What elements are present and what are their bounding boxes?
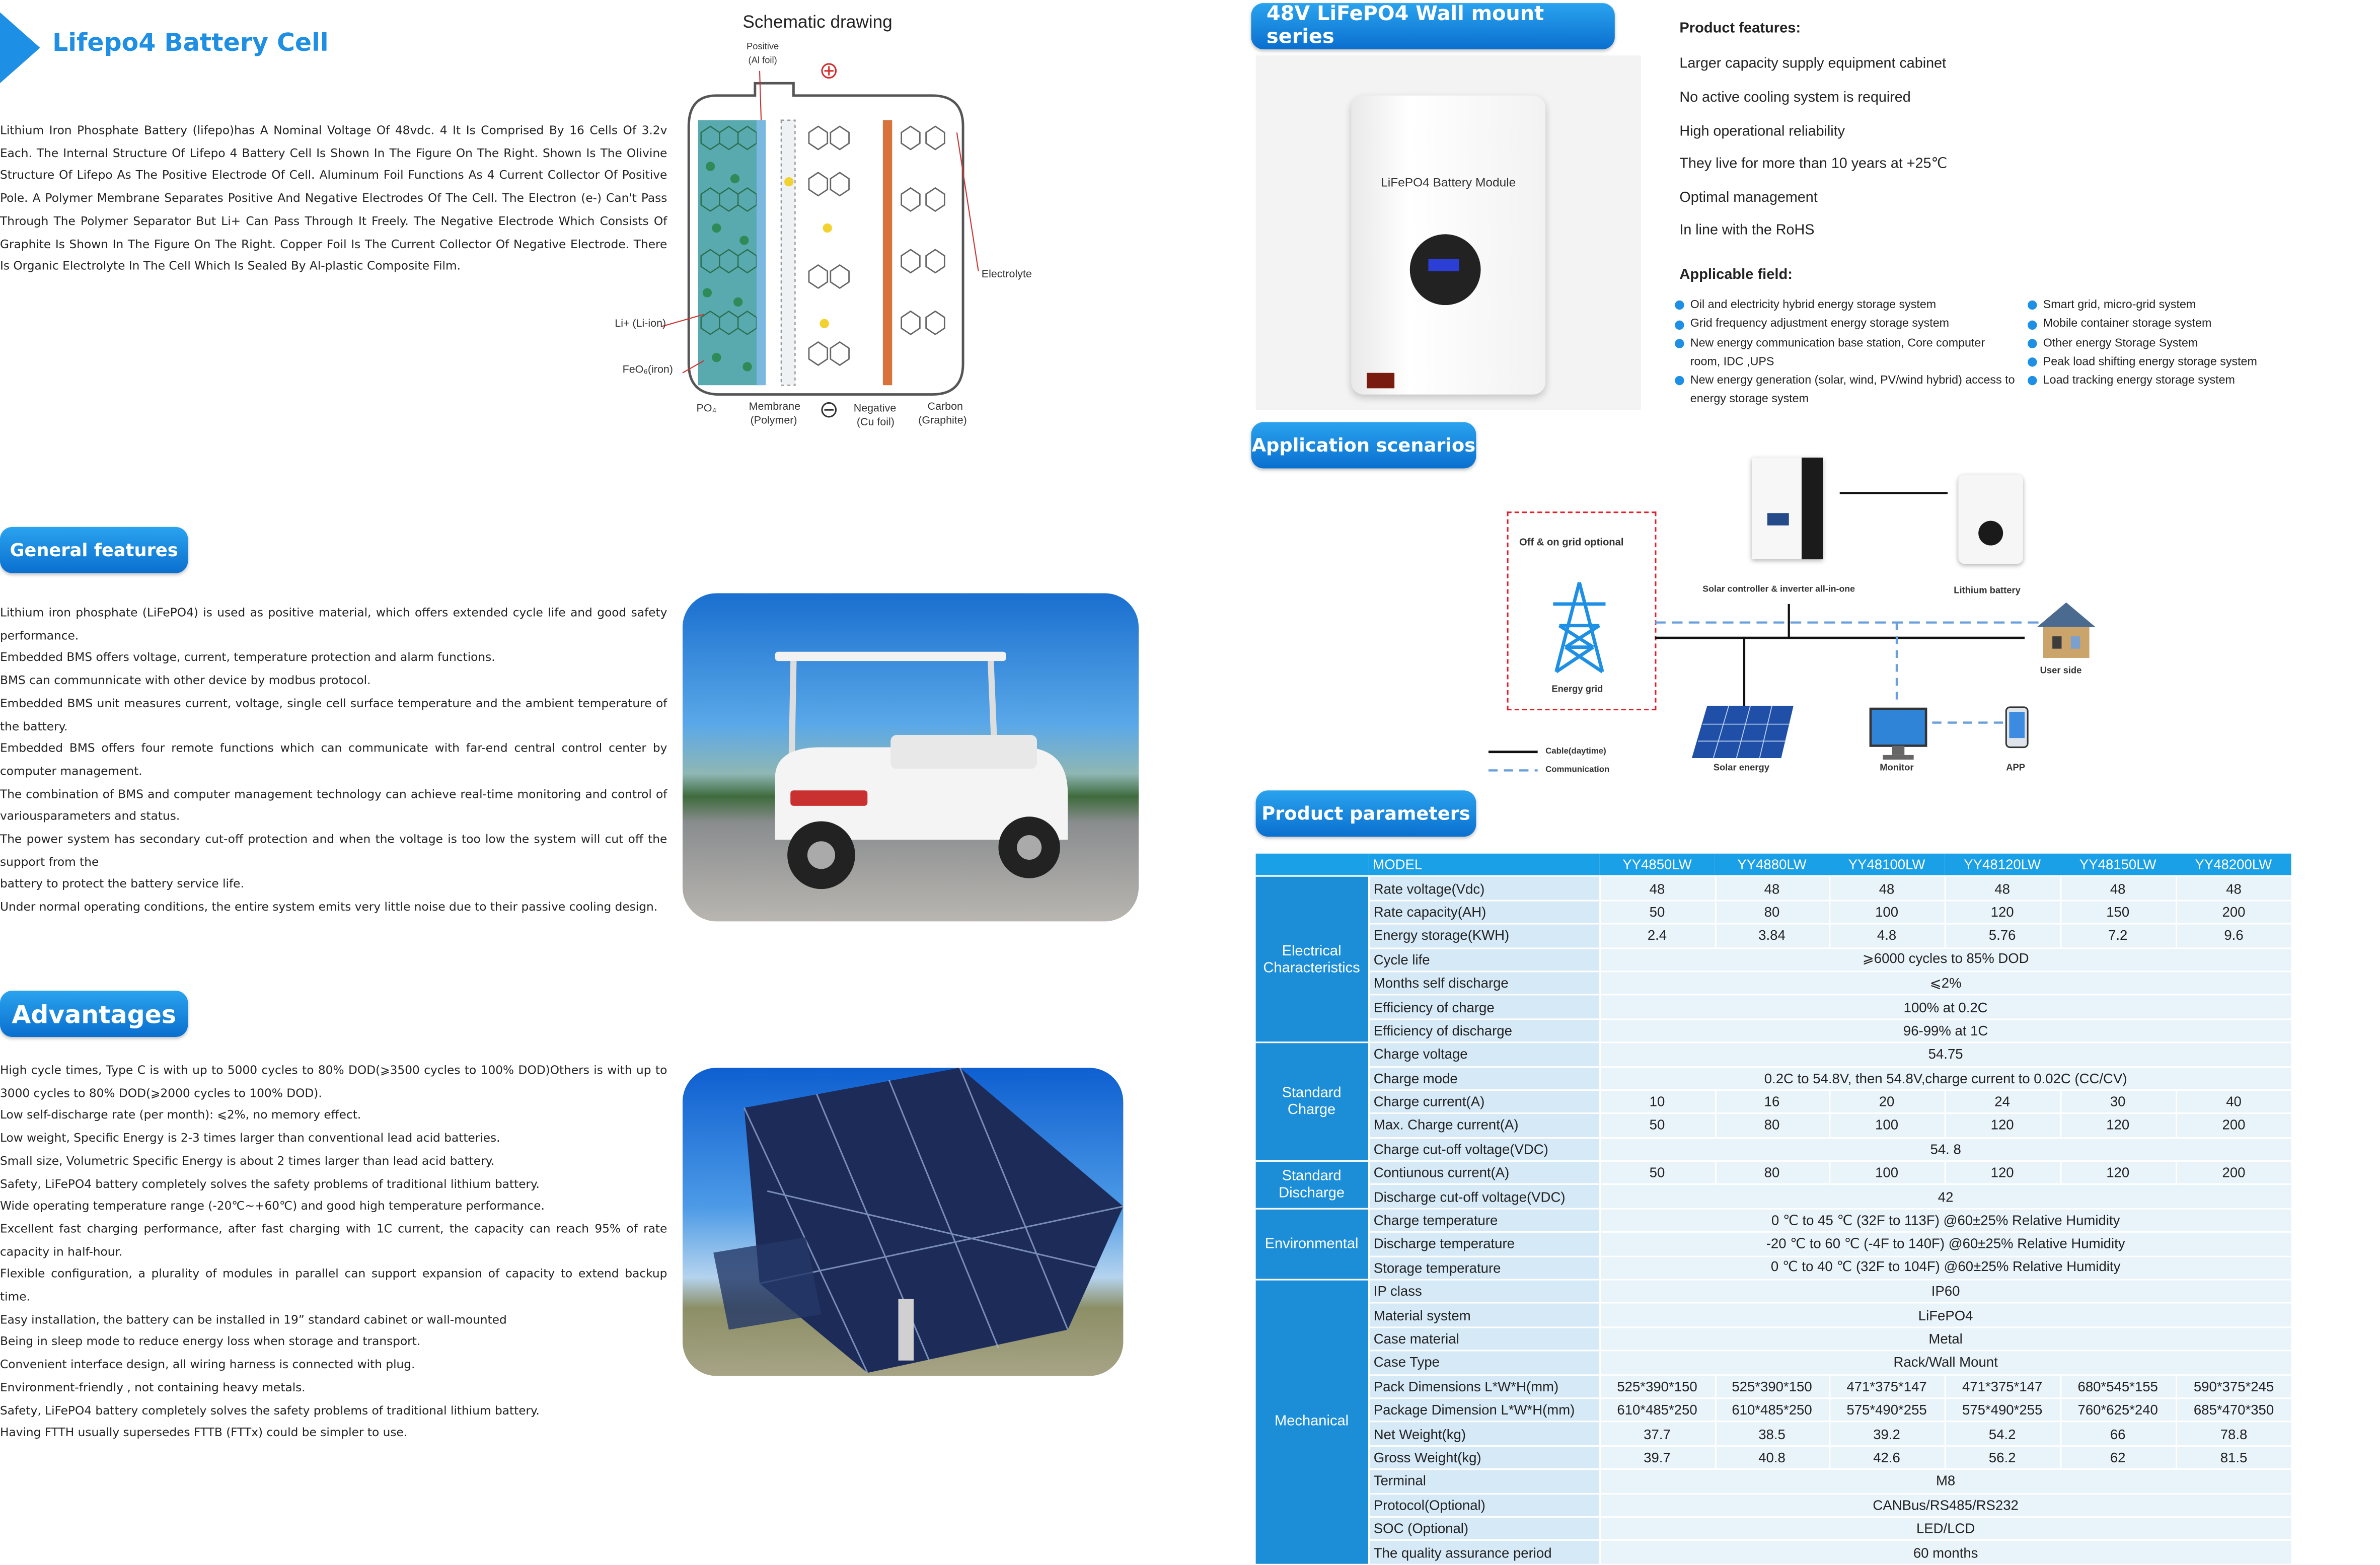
table-row — [1256, 1422, 2291, 1446]
row-label: Charge temperature — [1368, 1209, 1599, 1232]
table-row — [1256, 972, 2291, 995]
cell-description: Lithium Iron Phosphate Battery (lifepo)has A Nominal Voltage Of 48vdc. 4 It Is Comprised By 16 Cells Of 3.2v Each. The Internal Structure Of Lifepo 4 Battery Cell Is Shown In The Figure On The Right. Shown Is The Olivine Structure Of Lifepo As The Positive Electrode Of Cell. Aluminum Foil Functions As 4 Current Collector Of Positive Pole. A Polymer Membrane Separates Positive And Negative Electrodes Of The Cell. The Electron (e-) Can't Pass Through The Polymer Separator But Li+ Can Pass Through It Freely. The Negative Electrode Which Consists Of Graphite Is Shown In The Figure On The Right. Copper Foil Is The Current Collector Of Negative Electrode. There Is Organic Electrolyte In The Cell Which Is Sealed By Al-plastic Composite Film. — [0, 123, 667, 273]
feo-label: FeO₆(iron) — [622, 365, 673, 376]
row-value: 54.2 — [1945, 1422, 2060, 1446]
general-line: Under normal operating conditions, the entire system emits very little noise due to their passive cooling design. — [0, 900, 658, 914]
row-value: 48 — [1829, 876, 1945, 900]
row-value: LED/LCD — [1599, 1517, 2291, 1540]
applicable-item: Oil and electricity hybrid energy storage system — [1675, 296, 2017, 315]
row-value: 16 — [1715, 1090, 1829, 1113]
applicable-field-title: Applicable field: — [1679, 266, 1793, 284]
golf-cart-photo — [683, 593, 1139, 921]
applicable-list-left — [1675, 296, 2017, 410]
product-feature: No active cooling system is required — [1679, 88, 1911, 105]
row-value: 590*375*245 — [2176, 1375, 2291, 1398]
row-label: Energy storage(KWH) — [1368, 924, 1599, 948]
row-value: 24 — [1945, 1090, 2060, 1113]
row-value: 2.4 — [1599, 924, 1715, 948]
row-value: 0 ℃ to 40 ℃ (32F to 104F) @60±25% Relative Humidity — [1599, 1256, 2291, 1280]
row-value: 78.8 — [2176, 1422, 2291, 1446]
row-value: 40 — [2176, 1090, 2291, 1113]
table-row — [1256, 1517, 2291, 1540]
app-label: APP — [2006, 764, 2026, 774]
row-value: 760*625*240 — [2060, 1398, 2176, 1422]
row-value: 20 — [1829, 1090, 1945, 1113]
table-row — [1256, 1161, 2291, 1185]
row-value: 471*375*147 — [1945, 1375, 2060, 1398]
group-environmental: Environmental — [1256, 1209, 1368, 1280]
section-arrow-marker — [0, 12, 40, 83]
group-electrical: Electrical Characteristics — [1256, 876, 1368, 1042]
row-value: 120 — [1945, 900, 2060, 924]
group-mechanical: Mechanical — [1256, 1280, 1368, 1564]
advantage-line: Wide operating temperature range (-20℃~+60℃) and good high temperature performance. — [0, 1199, 545, 1213]
po4-label: PO₄ — [696, 403, 717, 415]
product-feature: In line with the RoHS — [1679, 220, 1815, 238]
advantage-line: Small size, Volumetric Specific Energy is about 2 times larger than lead acid battery. — [0, 1154, 495, 1168]
row-value: 200 — [2176, 1161, 2291, 1185]
advantages-header: Advantages — [0, 991, 188, 1037]
monitor-label: Monitor — [1880, 764, 1914, 774]
row-value: 525*390*150 — [1599, 1375, 1715, 1398]
li-ion-label: Li+ (Li-ion) — [615, 319, 666, 330]
row-value: Metal — [1599, 1327, 2291, 1351]
applicable-item: New energy generation (solar, wind, PV/wind hybrid) access to energy storage system — [1675, 371, 2017, 409]
table-row — [1256, 1185, 2291, 1209]
row-label: Cycle life — [1368, 948, 1599, 972]
row-value: 50 — [1599, 900, 1715, 924]
row-value: 471*375*147 — [1829, 1375, 1945, 1398]
advantage-line: Low self-discharge rate (per month): ⩽2%, no memory effect. — [0, 1108, 361, 1123]
row-value: 680*545*155 — [2060, 1375, 2176, 1398]
monitor-icon — [1868, 706, 1929, 761]
golf-cart-illustration — [683, 593, 1139, 921]
applicable-item: Load tracking energy storage system — [2028, 371, 2297, 391]
general-features-header: General features — [0, 527, 188, 573]
model-col: YY4850LW — [1599, 854, 1715, 877]
row-value: 685*470*350 — [2176, 1398, 2291, 1422]
table-row — [1256, 924, 2291, 948]
row-value: CANBus/RS485/RS232 — [1599, 1493, 2291, 1517]
row-label: Charge cut-off voltage(VDC) — [1368, 1138, 1599, 1161]
membrane-label: Membrane — [749, 402, 801, 413]
legend-comm-label: Communication — [1545, 766, 1610, 775]
general-line: The power system has secondary cut-off protection and when the voltage is too low the system will cut off the support from the — [0, 832, 667, 869]
row-value: 38.5 — [1715, 1422, 1829, 1446]
row-value: 3.84 — [1715, 924, 1829, 948]
row-value: 30 — [2060, 1090, 2176, 1113]
row-value: 48 — [1945, 876, 2060, 900]
battery-terminal — [1367, 373, 1394, 389]
positive-label: Positive — [746, 43, 779, 53]
row-label: Max. Charge current(A) — [1368, 1113, 1599, 1137]
power-tower-icon — [1544, 579, 1615, 675]
electrolyte-label: Electrolyte — [981, 269, 1032, 281]
row-label: Discharge cut-off voltage(VDC) — [1368, 1185, 1599, 1209]
general-line: battery to protect the battery service life. — [0, 877, 244, 891]
row-label: Package Dimension L*W*H(mm) — [1368, 1398, 1599, 1422]
row-value: 56.2 — [1945, 1446, 2060, 1469]
table-row — [1256, 1351, 2291, 1375]
row-label: Net Weight(kg) — [1368, 1422, 1599, 1446]
applicable-item: Peak load shifting energy storage system — [2028, 353, 2297, 372]
row-value: 54. 8 — [1599, 1138, 2291, 1161]
row-value: 200 — [2176, 900, 2291, 924]
battery-cell-schematic — [609, 40, 1071, 441]
row-value: 80 — [1715, 900, 1829, 924]
table-row — [1256, 1232, 2291, 1256]
row-value: ⩽2% — [1599, 972, 2291, 995]
row-label: Efficiency of discharge — [1368, 1019, 1599, 1042]
user-side-label: User side — [2040, 667, 2082, 677]
table-corner-cell — [1256, 854, 1368, 877]
row-value: 525*390*150 — [1715, 1375, 1829, 1398]
applicable-list-right — [2028, 296, 2297, 391]
row-label: Protocol(Optional) — [1368, 1493, 1599, 1517]
polymer-label: (Polymer) — [750, 416, 797, 427]
product-features-title: Product features: — [1679, 20, 1801, 37]
advantage-line: Safety, LiFePO4 battery completely solves the safety problems of traditional lithium battery. — [0, 1176, 540, 1190]
table-row — [1256, 1209, 2291, 1232]
advantage-line: High cycle times, Type C is with up to 5000 cycles to 80% DOD(⩾3500 cycles to 100% DOD)Others is with up to 3000 cycles to 80% DOD(⩾2000 cycles to 100% DOD). — [0, 1063, 667, 1100]
solar-panel-icon — [1692, 706, 1797, 761]
row-value: M8 — [1599, 1469, 2291, 1493]
row-value: 100% at 0.2C — [1599, 995, 2291, 1019]
row-label: Case Type — [1368, 1351, 1599, 1375]
application-scenarios-header: Application scenarios — [1251, 422, 1476, 469]
table-row — [1256, 1042, 2291, 1066]
row-label: Charge mode — [1368, 1066, 1599, 1090]
row-value: Rack/Wall Mount — [1599, 1351, 2291, 1375]
row-value: 50 — [1599, 1161, 1715, 1185]
group-discharge: Standard Discharge — [1256, 1161, 1368, 1209]
battery-lcd-screen — [1428, 259, 1459, 271]
wall-mount-header: 48V LiFePO4 Wall mount series — [1251, 3, 1614, 49]
row-value: 40.8 — [1715, 1446, 1829, 1469]
row-value: 39.7 — [1599, 1446, 1715, 1469]
row-value: 81.5 — [2176, 1446, 2291, 1469]
advantage-line: Being in sleep mode to reduce energy loss when storage and transport. — [0, 1335, 421, 1349]
table-row — [1256, 995, 2291, 1019]
row-value: 50 — [1599, 1113, 1715, 1137]
general-line: Embedded BMS unit measures current, voltage, single cell surface temperature and the ambient temperature of the battery. — [0, 696, 667, 733]
table-row — [1256, 1469, 2291, 1493]
solar-energy-label: Solar energy — [1713, 764, 1770, 774]
model-col: YY48100LW — [1829, 854, 1945, 877]
negative-label: Negative — [853, 403, 897, 415]
row-value: 120 — [1945, 1161, 2060, 1185]
table-row — [1256, 1327, 2291, 1351]
row-label: Contiunous current(A) — [1368, 1161, 1599, 1185]
advantage-line: Environment-friendly , not containing heavy metals. — [0, 1380, 306, 1394]
applicable-item: Other energy Storage System — [2028, 334, 2297, 353]
general-line: The combination of BMS and computer management technology can achieve real-time monitoring and control of variousparameters and status. — [0, 786, 667, 824]
advantage-line: Easy installation, the battery can be installed in 19” standard cabinet or wall-mounted — [0, 1312, 507, 1326]
row-label: Gross Weight(kg) — [1368, 1446, 1599, 1469]
row-value: 7.2 — [2060, 924, 2176, 948]
row-label: Rate voltage(Vdc) — [1368, 876, 1599, 900]
legend-lines — [1489, 748, 1538, 775]
row-value: 0.2C to 54.8V, then 54.8V,charge current to 0.02C (CC/CV) — [1599, 1066, 2291, 1090]
general-line: Embedded BMS offers voltage, current, temperature protection and alarm functions. — [0, 650, 495, 665]
row-label: SOC (Optional) — [1368, 1517, 1599, 1540]
table-row — [1256, 1256, 2291, 1280]
table-row — [1256, 1446, 2291, 1469]
advantage-line: Safety, LiFePO4 battery completely solves the safety problems of traditional lithium battery. — [0, 1403, 540, 1417]
model-col: YY48150LW — [2060, 854, 2176, 877]
table-row — [1256, 900, 2291, 924]
row-value: 575*490*255 — [1945, 1398, 2060, 1422]
row-value: 575*490*255 — [1829, 1398, 1945, 1422]
row-label: Charge voltage — [1368, 1042, 1599, 1066]
general-features-text — [0, 603, 667, 920]
advantage-line: Excellent fast charging performance, after fast charging with 1C current, the capacity can reach 95% of rate capacity in half-hour. — [0, 1222, 667, 1258]
product-feature: Larger capacity supply equipment cabinet — [1679, 54, 1947, 71]
advantages-text — [0, 1060, 667, 1445]
advantage-line: Flexible configuration, a plurality of modules in parallel can support expansion of capacity to extend backup time. — [0, 1267, 667, 1304]
table-row — [1256, 1375, 2291, 1398]
row-value: 0 ℃ to 45 ℃ (32F to 113F) @60±25% Relative Humidity — [1599, 1209, 2291, 1232]
table-row — [1256, 876, 2291, 900]
legend-cable-label: Cable(daytime) — [1545, 747, 1606, 757]
row-value: 610*485*250 — [1599, 1398, 1715, 1422]
general-line: Embedded BMS offers four remote functions which can communicate with far-end central control center by computer management. — [0, 741, 667, 778]
battery-module-label: LiFePO4 Battery Module — [1381, 175, 1516, 190]
row-label: The quality assurance period — [1368, 1540, 1599, 1564]
model-header: MODEL — [1368, 854, 1599, 877]
table-row — [1256, 1090, 2291, 1113]
row-value: 5.76 — [1945, 924, 2060, 948]
monitor-app-link — [1932, 718, 2003, 727]
row-label: Case material — [1368, 1327, 1599, 1351]
row-value: 120 — [2060, 1161, 2176, 1185]
row-value: 39.2 — [1829, 1422, 1945, 1446]
solar-panel-photo — [683, 1068, 1123, 1376]
row-value: 610*485*250 — [1715, 1398, 1829, 1422]
row-value: 48 — [1715, 876, 1829, 900]
cell-section-title: Lifepo4 Battery Cell — [52, 28, 329, 57]
table-row — [1256, 1113, 2291, 1137]
row-value: 80 — [1715, 1113, 1829, 1137]
model-col: YY4880LW — [1715, 854, 1829, 877]
graphite-label: (Graphite) — [918, 416, 967, 427]
row-value: 42.6 — [1829, 1446, 1945, 1469]
row-value: 120 — [1945, 1113, 2060, 1137]
row-value: 42 — [1599, 1185, 2291, 1209]
advantage-line: Convenient interface design, all wiring harness is connected with plug. — [0, 1358, 415, 1372]
group-charge: Standard Charge — [1256, 1042, 1368, 1161]
row-value: 120 — [2060, 1113, 2176, 1137]
solar-array-illustration — [683, 1068, 1123, 1376]
applicable-item: New energy communication base station, Core computer room, IDC ,UPS — [1675, 334, 2017, 371]
row-value: 66 — [2060, 1422, 2176, 1446]
row-value: 100 — [1829, 900, 1945, 924]
table-row — [1256, 1138, 2291, 1161]
row-value: 60 months — [1599, 1540, 2291, 1564]
general-line: Lithium iron phosphate (LiFePO4) is used as positive material, which offers extended cycle life and good safety performance. — [0, 605, 667, 642]
lithium-battery-label: Lithium battery — [1954, 587, 2021, 597]
applicable-item: Mobile container storage system — [2028, 315, 2297, 334]
row-value: 96-99% at 1C — [1599, 1019, 2291, 1042]
row-value: 10 — [1599, 1090, 1715, 1113]
al-foil-label: (Al foil) — [748, 57, 777, 66]
row-label: Efficiency of charge — [1368, 995, 1599, 1019]
row-label: Material system — [1368, 1303, 1599, 1327]
house-icon — [2031, 593, 2102, 664]
phone-icon — [2004, 706, 2029, 749]
row-value: 48 — [2060, 876, 2176, 900]
row-value: 62 — [2060, 1446, 2176, 1469]
battery-module — [1351, 96, 1545, 395]
applicable-item: Grid frequency adjustment energy storage system — [1675, 315, 2017, 334]
row-value: 200 — [2176, 1113, 2291, 1137]
table-row — [1256, 1066, 2291, 1090]
table-row — [1256, 1019, 2291, 1042]
battery-display-ring — [1410, 234, 1481, 305]
table-row — [1256, 1398, 2291, 1422]
model-col: YY48200LW — [2176, 854, 2291, 877]
row-value: 80 — [1715, 1161, 1829, 1185]
connection-diagram — [1640, 462, 2087, 739]
table-row — [1256, 1303, 2291, 1327]
row-label: Pack Dimensions L*W*H(mm) — [1368, 1375, 1599, 1398]
row-value: IP60 — [1599, 1280, 2291, 1303]
carbon-label: Carbon — [927, 402, 963, 413]
row-value: -20 ℃ to 60 ℃ (-4F to 140F) @60±25% Relative Humidity — [1599, 1232, 2291, 1256]
row-value: 100 — [1829, 1113, 1945, 1137]
row-label: Discharge temperature — [1368, 1232, 1599, 1256]
solar-controller-label: Solar controller & inverter all-in-one — [1702, 585, 1855, 595]
row-value: 100 — [1829, 1161, 1945, 1185]
row-label: IP class — [1368, 1280, 1599, 1303]
general-line: BMS can communnicate with other device by modbus protocol. — [0, 673, 371, 688]
row-value: 150 — [2060, 900, 2176, 924]
model-col: YY48120LW — [1945, 854, 2060, 877]
table-row — [1256, 1280, 2291, 1303]
row-label: Months self discharge — [1368, 972, 1599, 995]
applicable-item: Smart grid, micro-grid system — [2028, 296, 2297, 315]
table-header-row — [1256, 854, 2291, 877]
row-label: Terminal — [1368, 1469, 1599, 1493]
row-value: 37.7 — [1599, 1422, 1715, 1446]
row-label: Storage temperature — [1368, 1256, 1599, 1280]
advantage-line: Low weight, Specific Energy is 2-3 times larger than conventional lead acid batteries. — [0, 1131, 500, 1145]
product-feature: They live for more than 10 years at +25℃ — [1679, 154, 1948, 171]
row-value: ⩾6000 cycles to 85% DOD — [1599, 948, 2291, 972]
product-parameters-header: Product parameters — [1256, 790, 1476, 837]
row-value: 4.8 — [1829, 924, 1945, 948]
row-label: Charge current(A) — [1368, 1090, 1599, 1113]
table-row — [1256, 1540, 2291, 1564]
schematic-title: Schematic drawing — [742, 14, 893, 33]
row-value: 9.6 — [2176, 924, 2291, 948]
row-value: 48 — [1599, 876, 1715, 900]
product-feature: Optimal management — [1679, 188, 1818, 205]
table-row — [1256, 1493, 2291, 1517]
parameter-table — [1256, 854, 2291, 1565]
row-label: Rate capacity(AH) — [1368, 900, 1599, 924]
row-value: LiFePO4 — [1599, 1303, 2291, 1327]
cu-foil-label: (Cu foil) — [856, 417, 895, 428]
row-value: 54.75 — [1599, 1042, 2291, 1066]
table-row — [1256, 948, 2291, 972]
advantage-line: Having FTTH usually supersedes FTTB (FTTx) could be simpler to use. — [0, 1426, 408, 1440]
off-on-grid-label: Off & on grid optional — [1519, 538, 1624, 549]
energy-grid-label: Energy grid — [1551, 686, 1603, 695]
row-value: 48 — [2176, 876, 2291, 900]
product-feature: High operational reliability — [1679, 121, 1845, 139]
product-image-panel — [1256, 55, 1641, 410]
